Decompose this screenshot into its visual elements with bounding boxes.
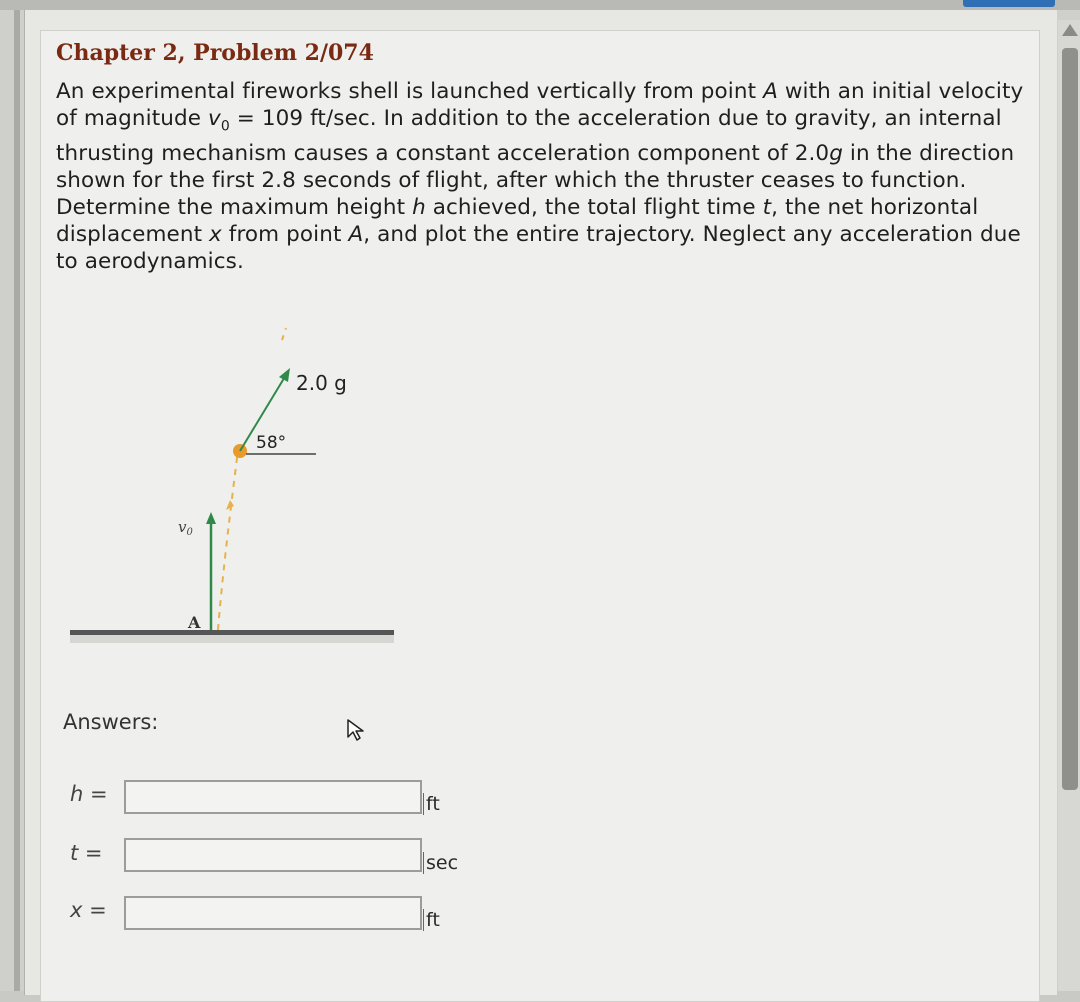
angle-label: 58° — [256, 433, 287, 453]
problem-statement: An experimental fireworks shell is launched vertically from point A with an initial velocity of magnitude $v_0 = 109$ ft/sec. In addition to the acceleration due to gravity, an internal thrusting mechanism causes a constant acceleration component of 2.0g in the direction shown for the first 2.8 seconds of flight, after which the thruster ceases to function. Determine the maximum height h achieved, the total flight time t, the net horizontal displacement x from point A, and plot the entire trajectory. Neglect any acceleration due to aerodynamics. — [56, 79, 1024, 275]
mouse-cursor-icon — [346, 718, 366, 742]
x-input[interactable] — [124, 896, 422, 930]
h-label: h = — [70, 782, 108, 806]
t-label: t = — [70, 841, 103, 865]
top-tab[interactable] — [963, 0, 1055, 7]
x-label: x = — [70, 898, 107, 922]
v0-arrowhead — [206, 512, 216, 524]
scroll-up-icon[interactable] — [1062, 24, 1078, 36]
t-input[interactable] — [124, 838, 422, 872]
h-unit: ft — [423, 793, 440, 815]
x-unit: ft — [423, 909, 440, 931]
left-rail — [14, 10, 20, 991]
top-strip — [0, 0, 1080, 10]
ground-line — [70, 630, 394, 635]
accel-arrowhead — [279, 368, 290, 382]
t-unit: sec — [423, 852, 458, 874]
accel-label: 2.0 g — [296, 371, 347, 395]
point-a-label: A — [188, 613, 201, 632]
problem-title: Chapter 2, Problem 2/074 — [56, 40, 374, 66]
trajectory-trail — [218, 450, 238, 630]
scrollbar-thumb[interactable] — [1062, 48, 1078, 790]
v0-label: $v_0$ — [178, 518, 193, 538]
trajectory-figure — [60, 300, 410, 660]
h-input[interactable] — [124, 780, 422, 814]
answers-label: Answers: — [63, 710, 159, 734]
